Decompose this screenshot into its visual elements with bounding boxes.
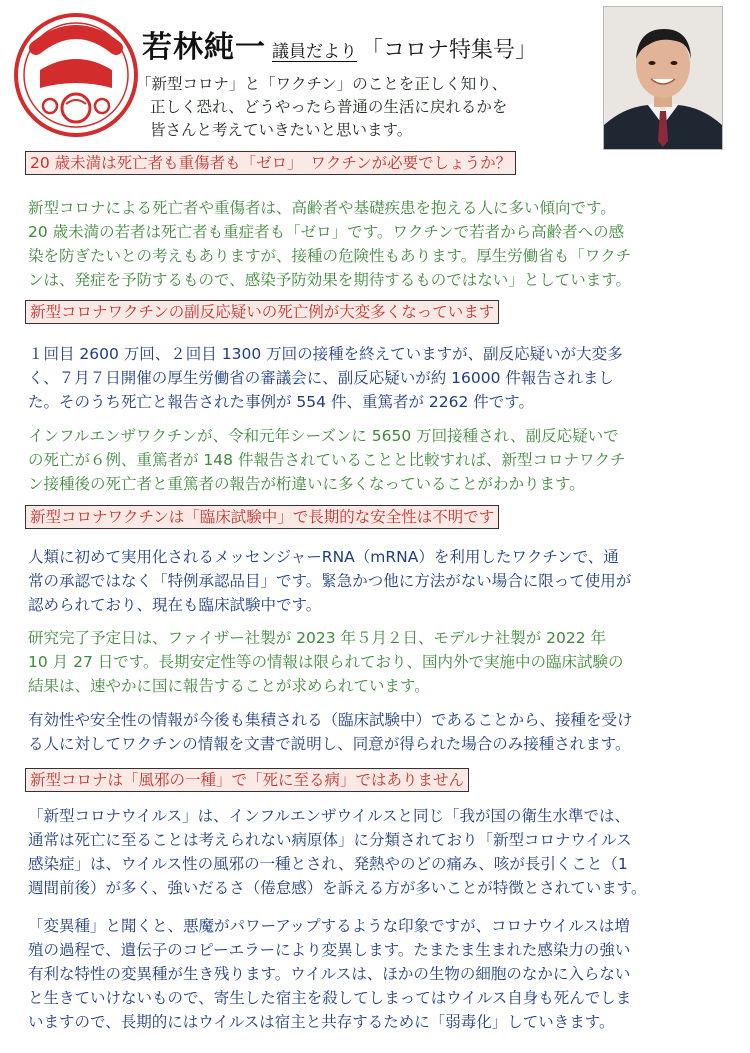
text-line: いますので、長期的にはウイルスは宿主と共存するために「弱毒化」していきます。 [28, 1013, 615, 1031]
text-line: 通常は死亡に至ることは考えられない病原体」に分類されており「新型コロナウイルス [28, 831, 632, 849]
text-line: 「変異種」と聞くと、悪魔がパワーアップするような印象ですが、コロナウイルスは増 [28, 917, 630, 935]
text-line: た。そのうち死亡と報告された事例が 554 件、重篤者が 2262 件です。 [28, 393, 535, 411]
section-heading-young-deaths-zero: 20 歳未満は死亡者も重傷者も「ゼロ」 ワクチンが必要でしょうか？ [25, 151, 516, 175]
text-line: 有効性や安全性の情報が今後も集積される（臨床試験中）であることから、接種を受け [28, 711, 633, 729]
intro-line: 皆さんと考えていきたいと思います。 [150, 121, 413, 139]
text-line: の死亡が６例、重篤者が 148 件報告されていることと比較すれば、新型コロナワクチ [28, 451, 626, 469]
text-line: 10 月 27 日です。長期安定性等の情報は限られており、国内外で実施中の臨床試験の [28, 653, 624, 671]
text-line: 常の承認ではなく「特例承認品目」です。緊急かつ他に方法がない場合に限って使用が [28, 572, 632, 590]
campaign-seal-logo [12, 8, 140, 138]
text-line: ン接種後の死亡者と重篤者の報告が桁違いに多くなっていることがわかります。 [28, 475, 585, 493]
councilor-portrait [603, 6, 723, 150]
councilor-name: 若林純一 [142, 30, 266, 65]
section-3-paragraph-3 [28, 708, 728, 756]
text-line: 結果は、速やかに国に報告することが求められています。 [28, 677, 430, 695]
text-line: 感染症」は、ウイルス性の風邪の一種とされ、発熱やのどの痛み、咳が長引くこと（1 [28, 855, 628, 873]
text-line: 「新型コロナウイルス」は、インフルエンザウイルスと同じ「我が国の衛生水準では、 [28, 807, 631, 825]
newsletter-title [142, 22, 537, 66]
text-line: く、７月７日開催の厚生労働省の審議会に、副反応疑いが約 16000 件報告されまし [28, 369, 614, 387]
text-line: と生きていけないもので、寄生した宿主を殺してしまってはウイルス自身も死んでしま [28, 989, 632, 1007]
text-line: 週間前後）が多く、強いだるさ（倦怠感）を訴える方が多いことが特徴とされています。 [28, 879, 647, 897]
section-1-paragraph-1 [28, 196, 728, 292]
text-line: 染を防ぎたいとの考えもありますが、接種の危険性もあります。厚生労働省も「ワクチ [28, 247, 632, 265]
text-line: 認められており、現在も臨床試験中です。 [28, 596, 322, 614]
section-2-paragraph-1 [28, 342, 728, 414]
text-line: インフルエンザワクチンが、令和元年シーズンに 5650 万回接種され、副反応疑いで [28, 427, 619, 445]
newsletter-subtitle: 議員だより [272, 42, 357, 62]
text-line: 研究完了予定日は、ファイザー社製が 2023 年５月２日、モデルナ社製が 2022 年 [28, 629, 607, 647]
section-heading-side-effect-deaths: 新型コロナワクチンの副反応疑いの死亡例が大変多くなっています [25, 300, 499, 324]
intro-line: 正しく恐れ、どうやったら普通の生活に戻れるかを [150, 98, 508, 116]
section-heading-common-cold: 新型コロナは「風邪の一種」で「死に至る病」ではありません [25, 768, 469, 792]
text-line: ンは、発症を予防するもので、感染予防効果を期待するものではない」としています。 [28, 271, 631, 289]
section-4-paragraph-1 [28, 804, 728, 900]
section-3-paragraph-1 [28, 545, 728, 617]
section-2-paragraph-2 [28, 424, 728, 496]
intro-line: 「新型コロナ」と「ワクチン」のことを正しく知り、 [136, 75, 508, 93]
section-4-paragraph-2 [28, 914, 728, 1034]
text-line: 殖の過程で、遺伝子のコピーエラーにより変異します。たまたま生まれた感染力の強い [28, 941, 631, 959]
section-heading-clinical-trial: 新型コロナワクチンは「臨床試験中」で長期的な安全性は不明です [25, 505, 499, 529]
text-line: 20 歳未満の若者は死亡者も重症者も「ゼロ」です。ワクチンで若者から高齢者への感 [28, 223, 625, 241]
intro-text [136, 73, 606, 142]
text-line: 人類に初めて実用化されるメッセンジャーRNA（mRNA）を利用したワクチンで、通 [28, 548, 619, 566]
special-issue-label: 「コロナ特集号」 [361, 38, 538, 63]
text-line: 新型コロナによる死亡者や重傷者は、高齢者や基礎疾患を抱える人に多い傾向です。 [28, 199, 616, 217]
text-line: る人に対してワクチンの情報を文書で説明し、同意が得られた場合のみ接種されます。 [28, 735, 631, 753]
text-line: １回目 2600 万回、２回目 1300 万回の接種を終えていますが、副反応疑いが大変多 [28, 345, 623, 363]
section-3-paragraph-2 [28, 626, 728, 698]
text-line: 有利な特性の変異種が生き残ります。ウイルスは、ほかの生物の細胞のなかに入らない [28, 965, 631, 983]
